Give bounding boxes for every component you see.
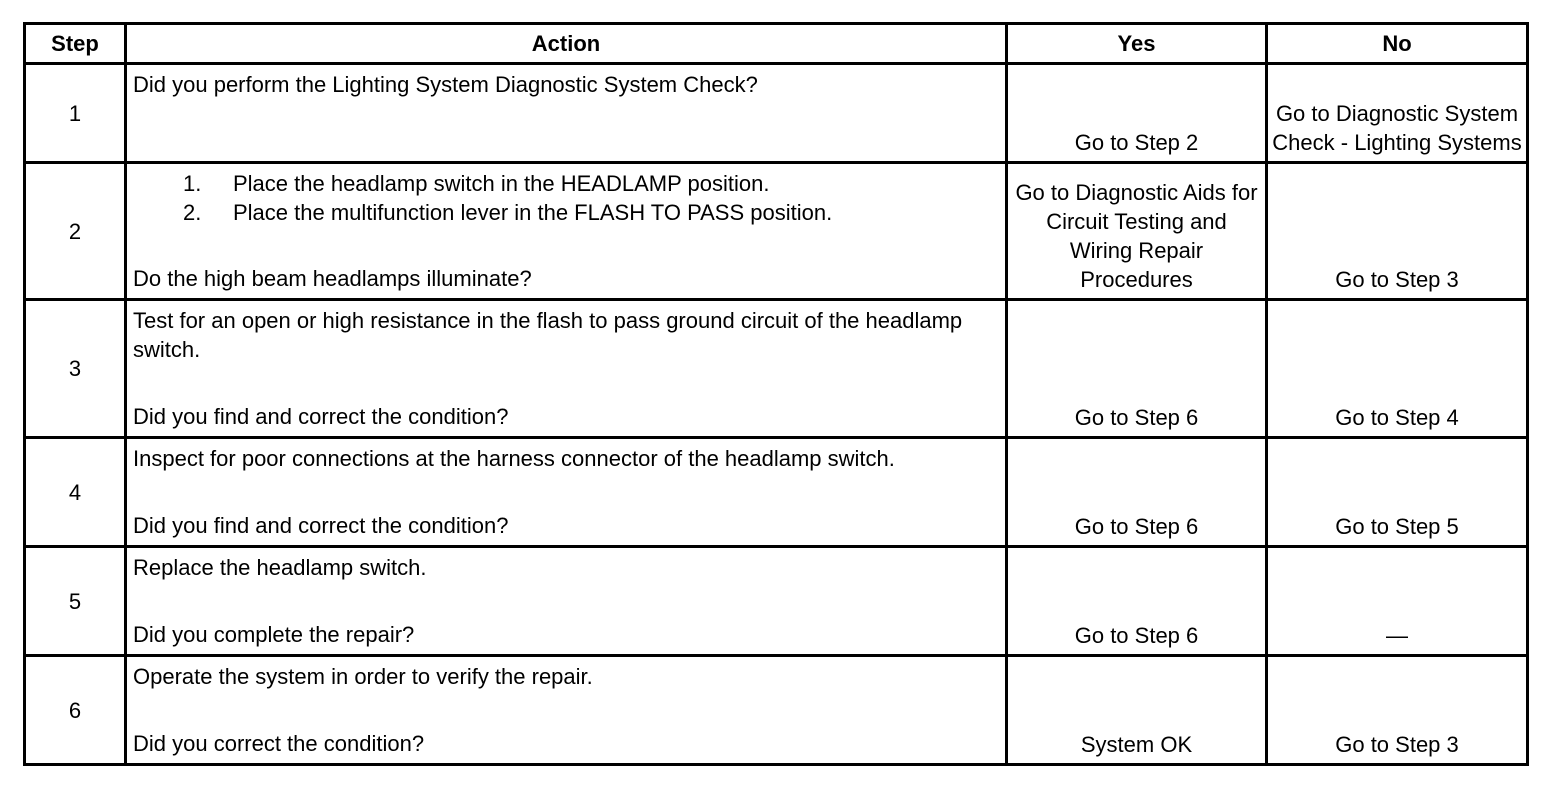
- header-step: Step: [25, 24, 126, 64]
- action-cell: [126, 163, 1007, 300]
- no-cell: Go to Step 3: [1267, 656, 1528, 765]
- action-question: Do the high beam headlamps illuminate?: [133, 266, 532, 291]
- header-row: [25, 24, 1528, 64]
- action-instruction: Replace the headlamp switch.: [133, 555, 427, 580]
- table-row: [25, 547, 1528, 656]
- table-row: [25, 163, 1528, 300]
- step-number: 6: [25, 656, 126, 765]
- action-question: Did you find and correct the condition?: [133, 513, 509, 538]
- no-cell: Go to Step 3: [1267, 163, 1528, 300]
- table-row: [25, 656, 1528, 765]
- action-instruction: Inspect for poor connections at the harness connector of the headlamp switch.: [133, 446, 895, 471]
- step-number: 4: [25, 438, 126, 547]
- action-question: Did you complete the repair?: [133, 622, 415, 647]
- no-cell: Go to Step 4: [1267, 300, 1528, 438]
- yes-cell: System OK: [1007, 656, 1267, 765]
- no-cell: Go to Diagnostic System Check - Lighting Systems: [1267, 64, 1528, 163]
- table-row: [25, 300, 1528, 438]
- diagnostic-table: [23, 22, 1529, 766]
- action-cell: [126, 64, 1007, 163]
- list-item: [183, 169, 1000, 198]
- action-cell: [126, 656, 1007, 765]
- no-cell: Go to Step 5: [1267, 438, 1528, 547]
- action-question: Did you correct the condition?: [133, 731, 425, 756]
- table-row: [25, 64, 1528, 163]
- action-question: Did you perform the Lighting System Diagnostic System Check?: [133, 72, 758, 97]
- yes-cell: Go to Step 6: [1007, 300, 1267, 438]
- list-item: [183, 198, 1000, 227]
- action-steps-list: [133, 169, 1000, 227]
- step-number: 5: [25, 547, 126, 656]
- action-question: Did you find and correct the condition?: [133, 404, 509, 429]
- yes-cell: Go to Diagnostic Aids for Circuit Testing and Wiring Repair Procedures: [1007, 163, 1267, 300]
- list-item-text: Place the multifunction lever in the FLASH TO PASS position.: [233, 200, 833, 225]
- yes-cell: Go to Step 2: [1007, 64, 1267, 163]
- list-item-number: 1.: [183, 171, 202, 196]
- yes-cell: Go to Step 6: [1007, 547, 1267, 656]
- action-cell: [126, 300, 1007, 438]
- list-item-text: Place the headlamp switch in the HEADLAMP position.: [233, 171, 770, 196]
- header-action: Action: [126, 24, 1007, 64]
- action-instruction: Operate the system in order to verify the repair.: [133, 664, 593, 689]
- step-number: 3: [25, 300, 126, 438]
- header-yes: Yes: [1007, 24, 1267, 64]
- no-cell: —: [1267, 547, 1528, 656]
- action-cell: [126, 547, 1007, 656]
- list-item-number: 2.: [183, 200, 202, 225]
- action-instruction: Test for an open or high resistance in the flash to pass ground circuit of the headlamp switch.: [133, 308, 963, 362]
- step-number: 2: [25, 163, 126, 300]
- step-number: 1: [25, 64, 126, 163]
- header-no: No: [1267, 24, 1528, 64]
- yes-cell: Go to Step 6: [1007, 438, 1267, 547]
- action-cell: [126, 438, 1007, 547]
- table-row: [25, 438, 1528, 547]
